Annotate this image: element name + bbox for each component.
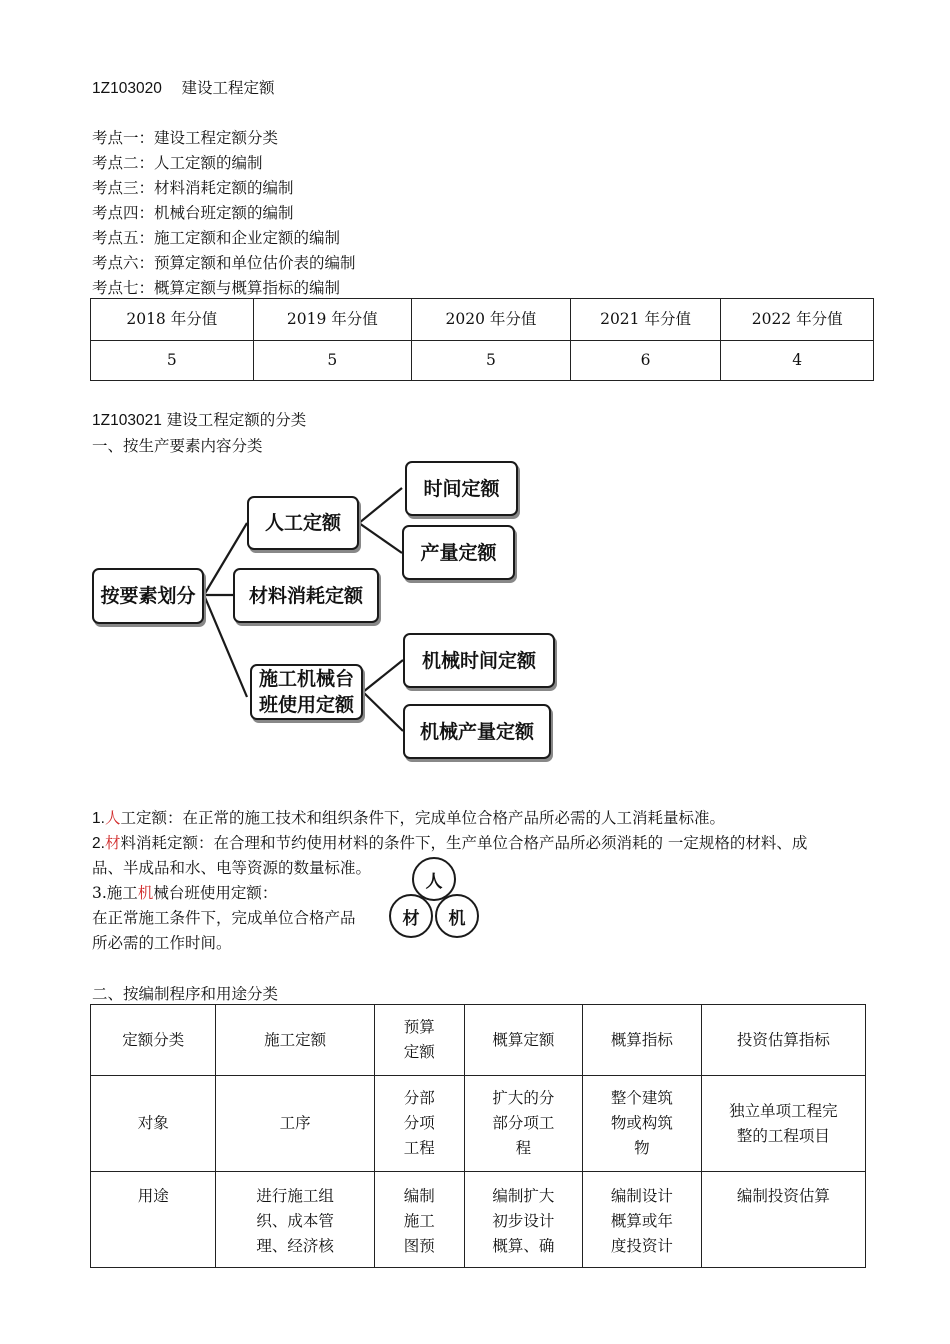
- mindmap-machine-time-quota: 机械时间定额: [403, 633, 555, 688]
- table-cell: [464, 1076, 583, 1172]
- circle-machine: 机: [435, 894, 479, 938]
- score-value: 5: [253, 341, 412, 381]
- cell-line: 概算或年: [610, 1212, 673, 1230]
- table-cell: [583, 1172, 702, 1268]
- mindmap-labor-quota: 人工定额: [247, 496, 359, 550]
- cell-line: 工序: [279, 1114, 311, 1132]
- part1-title: 一、按生产要素内容分类: [92, 437, 263, 455]
- definition-material-cont: 品、半成品和水、电等资源的数量标准。: [92, 859, 372, 877]
- cell-line: 物: [634, 1139, 650, 1157]
- cell-line: 施工: [403, 1212, 435, 1230]
- table-cell: [701, 1076, 865, 1172]
- score-value: 4: [721, 341, 874, 381]
- cell-line: 扩大的分: [492, 1089, 555, 1107]
- usage-header-line: 预算: [403, 1018, 435, 1036]
- mindmap-machine-line1: 施工机械台: [258, 668, 354, 690]
- part2-title: 二、按编制程序和用途分类: [92, 985, 279, 1003]
- cell-line: 进行施工组: [256, 1187, 334, 1205]
- definition-machine-line2: 在正常施工条件下，完成单位合格产品: [92, 909, 356, 927]
- cell-line: 概算、确: [492, 1237, 555, 1255]
- exam-point: 考点五：施工定额和企业定额的编制: [92, 229, 341, 247]
- score-value: 6: [570, 341, 721, 381]
- table-cell: [216, 1172, 374, 1268]
- score-value: 5: [412, 341, 571, 381]
- score-header: 2021 年分值: [570, 299, 721, 341]
- mindmap-machine-line2: 班使用定额: [258, 694, 354, 716]
- row-label: 对象: [91, 1076, 216, 1172]
- mindmap-material-quota: 材料消耗定额: [233, 568, 379, 623]
- def-text: 械台班使用定额：: [153, 884, 278, 902]
- definition-material: [92, 833, 807, 854]
- usage-header-line: 定额: [403, 1043, 435, 1061]
- table-cell: [701, 1172, 865, 1268]
- def-highlight: 人: [104, 809, 121, 827]
- cell-line: 图预: [403, 1237, 435, 1255]
- table-cell: [374, 1076, 464, 1172]
- mindmap-root: 按要素划分: [92, 568, 204, 624]
- score-header: 2020 年分值: [412, 299, 571, 341]
- exam-point: 考点一：建设工程定额分类: [92, 129, 279, 147]
- cell-line: 程: [515, 1139, 532, 1157]
- definition-machine: [92, 883, 277, 903]
- cell-line: 编制投资估算: [736, 1187, 830, 1205]
- def-highlight: 机: [137, 884, 154, 902]
- cell-line: 编制设计: [610, 1187, 673, 1205]
- circle-material: 材: [389, 894, 433, 938]
- cell-line: 织、成本管: [256, 1212, 334, 1230]
- score-header: 2019 年分值: [253, 299, 412, 341]
- table-row: [91, 1005, 866, 1076]
- exam-point: 考点七：概算定额与概算指标的编制: [92, 279, 341, 297]
- cell-line: 独立单项工程完: [729, 1101, 838, 1120]
- usage-header: 概算定额: [464, 1005, 583, 1076]
- def-number: 1.: [92, 810, 105, 827]
- cell-line: 理、经济核: [256, 1237, 334, 1255]
- def-highlight: 材: [104, 834, 121, 852]
- chapter-code: 1Z103020: [92, 80, 162, 97]
- cell-line: 编制: [403, 1187, 435, 1205]
- cell-line: 工程: [403, 1139, 435, 1157]
- definition-machine-line3: 所必需的工作时间。: [92, 934, 232, 952]
- mindmap-machine-quota: [250, 664, 363, 720]
- cell-line: 整个建筑: [610, 1089, 673, 1107]
- table-cell: [374, 1172, 464, 1268]
- table-cell: [216, 1076, 374, 1172]
- usage-header: 概算指标: [583, 1005, 702, 1076]
- usage-header: [374, 1005, 464, 1076]
- cell-line: 编制扩大: [492, 1187, 555, 1205]
- exam-point: 考点三：材料消耗定额的编制: [92, 179, 294, 197]
- usage-header: 投资估算指标: [701, 1005, 865, 1076]
- definition-labor: [92, 808, 725, 829]
- exam-point: 考点四：机械台班定额的编制: [92, 204, 294, 222]
- cell-line: 部分项工: [492, 1114, 555, 1132]
- score-header: 2022 年分值: [721, 299, 874, 341]
- def-text: 工定额：在正常的施工技术和组织条件下，完成单位合格产品所必需的人工消耗量标准。: [120, 809, 725, 827]
- circle-labor: 人: [412, 857, 456, 901]
- exam-point: 考点六：预算定额和单位估价表的编制: [92, 254, 356, 272]
- mindmap-time-quota: 时间定额: [405, 461, 518, 516]
- section-code: 1Z103021: [92, 412, 162, 429]
- usage-table: [90, 1004, 866, 1268]
- cell-line: 整的工程项目: [736, 1126, 830, 1145]
- exam-point: 考点二：人工定额的编制: [92, 154, 263, 172]
- def-number: 2.: [92, 835, 105, 852]
- table-row: [91, 1076, 866, 1172]
- row-label: 用途: [91, 1172, 216, 1268]
- score-header: 2018 年分值: [91, 299, 254, 341]
- usage-header: 定额分类: [91, 1005, 216, 1076]
- table-row: [91, 1172, 866, 1268]
- table-cell: [464, 1172, 583, 1268]
- cell-line: 物或构筑: [610, 1114, 673, 1132]
- mindmap-output-quota: 产量定额: [402, 525, 515, 580]
- section-title: 建设工程定额的分类: [166, 411, 307, 429]
- mindmap-machine-output-quota: 机械产量定额: [403, 704, 551, 759]
- usage-header: 施工定额: [216, 1005, 374, 1076]
- score-value: 5: [91, 341, 254, 381]
- cell-line: 分部: [403, 1089, 435, 1107]
- cell-line: 度投资计: [610, 1237, 673, 1255]
- chapter-title: 建设工程定额: [181, 79, 275, 97]
- def-number: 3.施工: [92, 884, 138, 902]
- cell-line: 初步设计: [492, 1212, 555, 1230]
- table-cell: [583, 1076, 702, 1172]
- def-text: 料消耗定额：在合理和节约使用材料的条件下，生产单位合格产品所必须消耗的 一定规格的材料、成: [120, 834, 808, 852]
- cell-line: 分项: [403, 1114, 435, 1132]
